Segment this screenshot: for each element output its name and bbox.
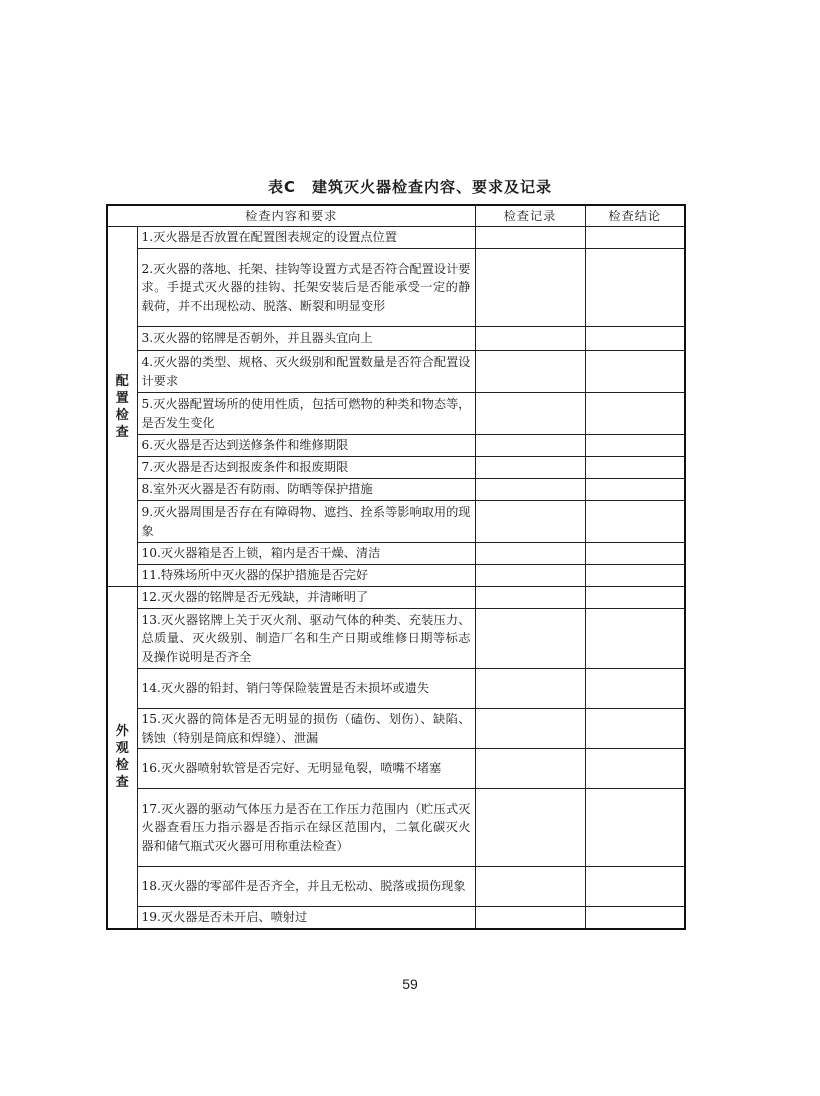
conclusion-cell[interactable]: [585, 457, 685, 479]
group-label-config: 配置检查: [107, 227, 137, 587]
record-cell[interactable]: [475, 327, 585, 351]
header-content: 检查内容和要求: [107, 205, 475, 227]
record-cell[interactable]: [475, 609, 585, 669]
table-header-row: [107, 205, 685, 227]
table-row: [107, 351, 685, 393]
table-row: [107, 669, 685, 709]
conclusion-cell[interactable]: [585, 609, 685, 669]
record-cell[interactable]: [475, 479, 585, 501]
record-cell[interactable]: [475, 435, 585, 457]
conclusion-cell[interactable]: [585, 749, 685, 789]
item-text: 6.灭火器是否达到送修条件和维修期限: [137, 435, 475, 457]
record-cell[interactable]: [475, 907, 585, 929]
conclusion-cell[interactable]: [585, 227, 685, 249]
table-row: [107, 457, 685, 479]
record-cell[interactable]: [475, 565, 585, 587]
record-cell[interactable]: [475, 669, 585, 709]
header-conclusion: 检查结论: [585, 205, 685, 227]
conclusion-cell[interactable]: [585, 543, 685, 565]
table-row: [107, 789, 685, 867]
conclusion-cell[interactable]: [585, 789, 685, 867]
item-text: 17.灭火器的驱动气体压力是否在工作压力范围内（贮压式灭火器查看压力指示器是否指示在绿区范围内，二氧化碳灭火器和储气瓶式灭火器可用称重法检查）: [137, 789, 475, 867]
table-row: [107, 565, 685, 587]
conclusion-cell[interactable]: [585, 709, 685, 749]
record-cell[interactable]: [475, 709, 585, 749]
conclusion-cell[interactable]: [585, 479, 685, 501]
group-label-appearance: 外观检查: [107, 587, 137, 929]
conclusion-cell[interactable]: [585, 393, 685, 435]
table-row: [107, 249, 685, 327]
table-row: [107, 435, 685, 457]
item-text: 1.灭火器是否放置在配置图表规定的设置点位置: [137, 227, 475, 249]
record-cell[interactable]: [475, 393, 585, 435]
table-row: [107, 749, 685, 789]
table-title: 表C 建筑灭火器检查内容、要求及记录: [267, 178, 552, 196]
item-text: 7.灭火器是否达到报废条件和报废期限: [137, 457, 475, 479]
item-text: 4.灭火器的类型、规格、灭火级别和配置数量是否符合配置设计要求: [137, 351, 475, 393]
conclusion-cell[interactable]: [585, 907, 685, 929]
table-row: [107, 543, 685, 565]
item-text: 15.灭火器的筒体是否无明显的损伤（磕伤、划伤）、缺陷、锈蚀（特别是筒底和焊缝）、泄漏: [137, 709, 475, 749]
table-row: [107, 227, 685, 249]
record-cell[interactable]: [475, 789, 585, 867]
record-cell[interactable]: [475, 249, 585, 327]
item-text: 14.灭火器的铅封、销闩等保险装置是否未损坏或遗失: [137, 669, 475, 709]
conclusion-cell[interactable]: [585, 565, 685, 587]
item-text: 3.灭火器的铭牌是否朝外，并且器头宜向上: [137, 327, 475, 351]
inspection-table: [106, 204, 686, 930]
record-cell[interactable]: [475, 587, 585, 609]
conclusion-cell[interactable]: [585, 249, 685, 327]
item-text: 18.灭火器的零部件是否齐全，并且无松动、脱落或损伤现象: [137, 867, 475, 907]
table-row: [107, 587, 685, 609]
item-text: 8.室外灭火器是否有防雨、防晒等保护措施: [137, 479, 475, 501]
conclusion-cell[interactable]: [585, 501, 685, 543]
record-cell[interactable]: [475, 749, 585, 789]
conclusion-cell[interactable]: [585, 669, 685, 709]
conclusion-cell[interactable]: [585, 327, 685, 351]
item-text: 13.灭火器铭牌上关于灭火剂、驱动气体的种类、充装压力、总质量、灭火级别、制造厂名和生产日期或维修日期等标志及操作说明是否齐全: [137, 609, 475, 669]
page-number: 59: [402, 976, 418, 992]
item-text: 9.灭火器周围是否存在有障碍物、遮挡、拴系等影响取用的现象: [137, 501, 475, 543]
table-row: [107, 867, 685, 907]
item-text: 2.灭火器的落地、托架、挂钩等设置方式是否符合配置设计要求。手提式灭火器的挂钩、托架安装后是否能承受一定的静载荷，并不出现松动、脱落、断裂和明显变形: [137, 249, 475, 327]
record-cell[interactable]: [475, 227, 585, 249]
record-cell[interactable]: [475, 351, 585, 393]
table-row: [107, 609, 685, 669]
record-cell[interactable]: [475, 501, 585, 543]
table-row: [107, 479, 685, 501]
item-text: 10.灭火器箱是否上锁，箱内是否干燥、清洁: [137, 543, 475, 565]
conclusion-cell[interactable]: [585, 351, 685, 393]
item-text: 12.灭火器的铭牌是否无残缺，并清晰明了: [137, 587, 475, 609]
conclusion-cell[interactable]: [585, 435, 685, 457]
table-row: [107, 501, 685, 543]
item-text: 5.灭火器配置场所的使用性质，包括可燃物的种类和物态等，是否发生变化: [137, 393, 475, 435]
record-cell[interactable]: [475, 457, 585, 479]
item-text: 11.特殊场所中灭火器的保护措施是否完好: [137, 565, 475, 587]
conclusion-cell[interactable]: [585, 587, 685, 609]
record-cell[interactable]: [475, 867, 585, 907]
header-record: 检查记录: [475, 205, 585, 227]
record-cell[interactable]: [475, 543, 585, 565]
table-row: [107, 327, 685, 351]
item-text: 19.灭火器是否未开启、喷射过: [137, 907, 475, 929]
table-row: [107, 709, 685, 749]
item-text: 16.灭火器喷射软管是否完好、无明显龟裂，喷嘴不堵塞: [137, 749, 475, 789]
table-row: [107, 393, 685, 435]
conclusion-cell[interactable]: [585, 867, 685, 907]
table-row: [107, 907, 685, 929]
